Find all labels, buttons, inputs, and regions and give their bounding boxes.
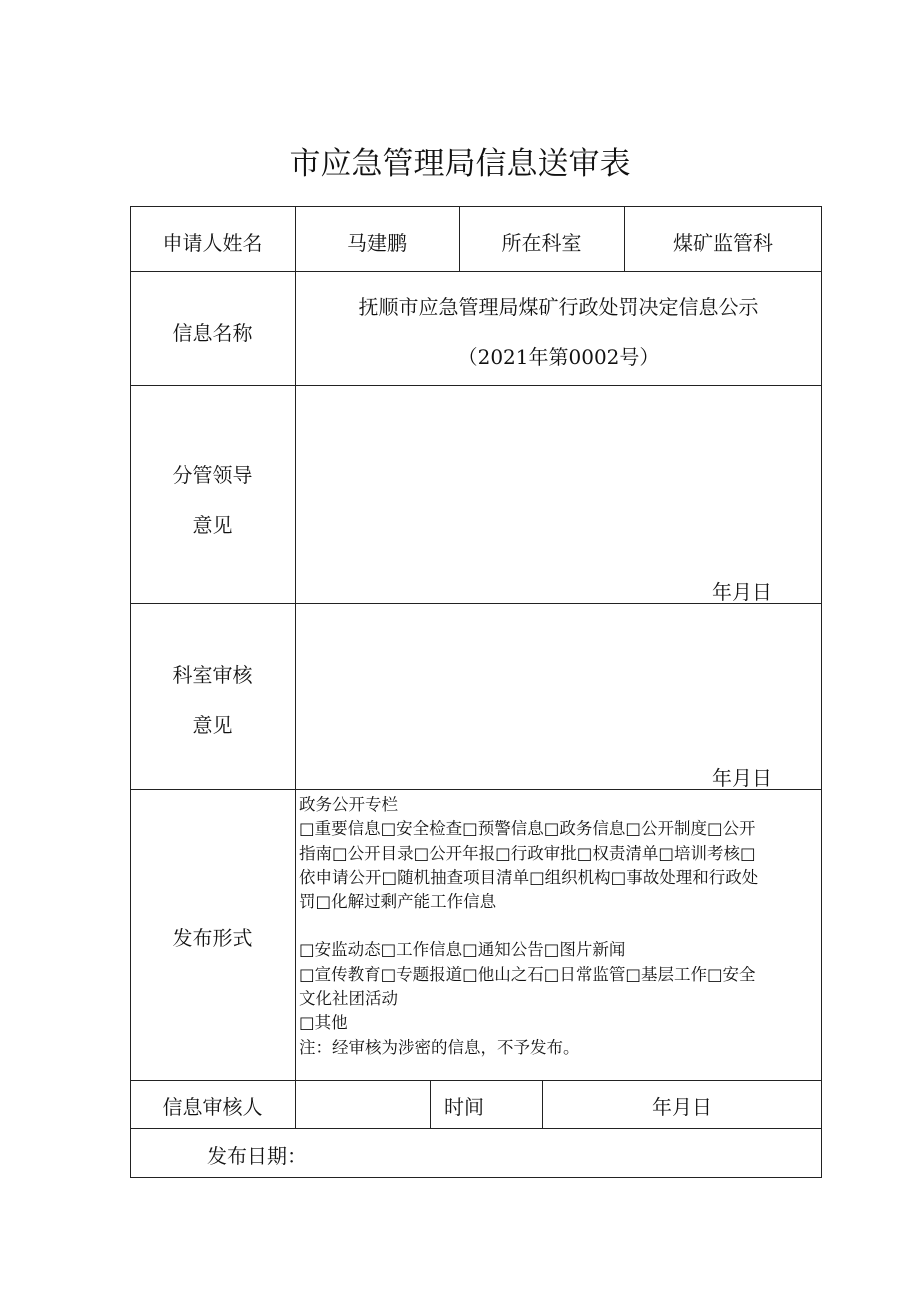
- dept-review-date: 年月日: [712, 766, 772, 790]
- leader-opinion-label-2: 意见: [192, 513, 233, 537]
- publish-form-line: 依申请公开□随机抽查项目清单□组织机构□事故处理和行政处: [299, 867, 759, 887]
- row-divider: [130, 1128, 822, 1129]
- department-value: 煤矿监管科: [673, 231, 773, 255]
- row-divider: [130, 385, 822, 386]
- publish-form-options: [299, 793, 821, 1060]
- page-title: 市应急管理局信息送审表: [289, 146, 631, 182]
- row-divider: [130, 271, 822, 272]
- dept-review-label-2: 意见: [192, 713, 233, 737]
- publish-form-line: 指南□公开目录□公开年报□行政审批□权责清单□培训考核□: [299, 843, 756, 863]
- publish-form-note: 注：经审核为涉密的信息，不予发布。: [299, 1037, 580, 1057]
- dept-review-label: 科室审核: [172, 663, 253, 687]
- leader-opinion-label: 分管领导: [172, 463, 253, 487]
- publish-form-label: 发布形式: [172, 926, 253, 950]
- publish-form-line: □其他: [299, 1013, 348, 1033]
- time-label: 时间: [444, 1095, 484, 1119]
- publish-form-line: □宣传教育□专题报道□他山之石□日常监管□基层工作□安全: [299, 964, 756, 984]
- publish-form-line: 文化社团活动: [299, 989, 398, 1009]
- leader-opinion-date: 年月日: [712, 580, 772, 604]
- publish-date-label: 发布日期：: [207, 1144, 307, 1168]
- department-label: 所在科室: [501, 231, 582, 255]
- column-divider: [430, 1080, 431, 1128]
- reviewer-date: 年月日: [652, 1095, 712, 1119]
- publish-form-line: 罚□化解过剩产能工作信息: [299, 892, 497, 912]
- publish-form-line: 政务公开专栏: [299, 795, 398, 814]
- info-name-line2: （2021年第0002号）: [457, 345, 660, 369]
- spacer: [299, 914, 821, 938]
- reviewer-label: 信息审核人: [162, 1095, 263, 1119]
- row-divider: [130, 1080, 822, 1081]
- applicant-name: 马建鹏: [347, 231, 407, 255]
- info-name-label: 信息名称: [172, 321, 253, 345]
- publish-form-line: □安监动态□工作信息□通知公告□图片新闻: [299, 940, 626, 960]
- info-name-line1: 抚顺市应急管理局煤矿行政处罚决定信息公示: [358, 295, 759, 319]
- publish-form-line: □重要信息□安全检查□预警信息□政务信息□公开制度□公开: [299, 819, 756, 839]
- applicant-label: 申请人姓名: [162, 231, 263, 255]
